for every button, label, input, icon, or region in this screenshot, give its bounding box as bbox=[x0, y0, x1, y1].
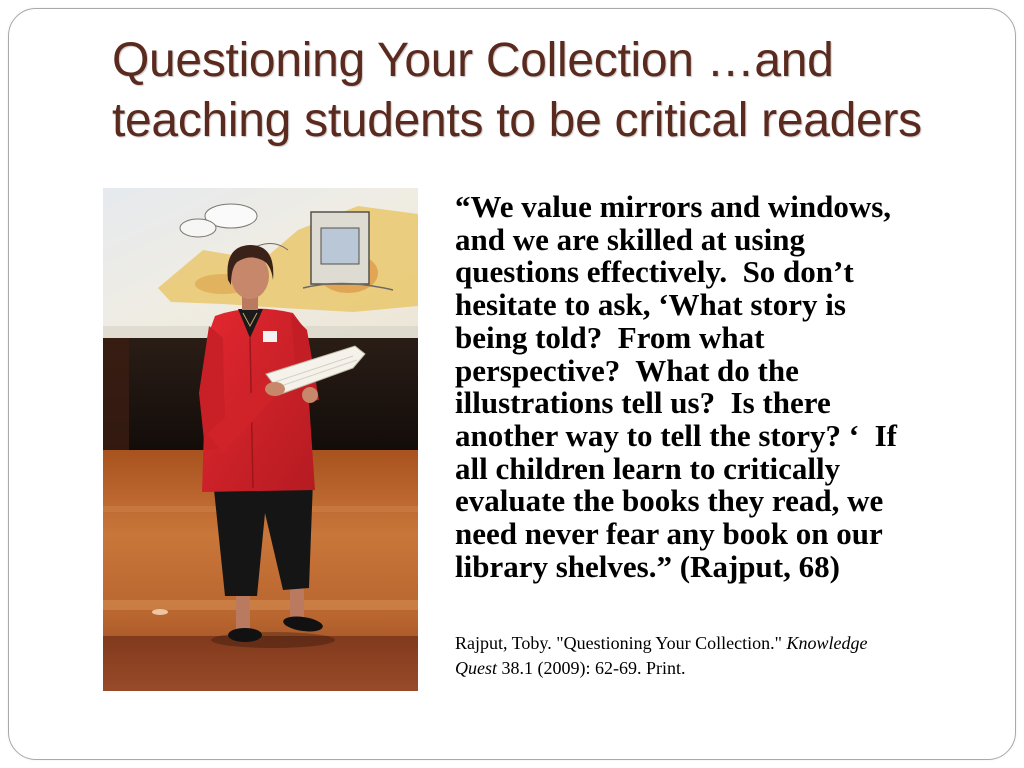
speaker-photo bbox=[103, 188, 418, 691]
quote-line: and we are skilled at using bbox=[455, 221, 805, 257]
quote-line: library shelves.” (Rajput, 68) bbox=[455, 548, 840, 584]
quote-line: all children learn to critically bbox=[455, 450, 841, 486]
citation-journal: Quest bbox=[455, 658, 497, 678]
quote-text bbox=[455, 191, 975, 583]
citation-line bbox=[455, 631, 975, 656]
quote-line: another way to tell the story? ‘ If bbox=[455, 417, 897, 453]
citation-publication-info: 38.1 (2009): 62-69. Print. bbox=[497, 658, 686, 678]
quote-line: being told? From what bbox=[455, 319, 765, 355]
citation bbox=[455, 631, 975, 681]
quote-line: need never fear any book on our bbox=[455, 516, 883, 552]
citation-journal: Knowledge bbox=[786, 633, 868, 653]
quote-line: hesitate to ask, ‘What story is bbox=[455, 287, 846, 323]
quote-line: questions effectively. So don’t bbox=[455, 254, 854, 290]
quote-line: illustrations tell us? Is there bbox=[455, 385, 831, 421]
quote-line: evaluate the books they read, we bbox=[455, 483, 884, 519]
slide-title: Questioning Your Collection …and teaching students to be critical readers bbox=[112, 34, 922, 147]
quote-line: “We value mirrors and windows, bbox=[455, 189, 892, 224]
citation-line bbox=[455, 656, 975, 681]
citation-author-title: Rajput, Toby. "Questioning Your Collection." bbox=[455, 633, 787, 653]
quote-line: perspective? What do the bbox=[455, 352, 799, 388]
